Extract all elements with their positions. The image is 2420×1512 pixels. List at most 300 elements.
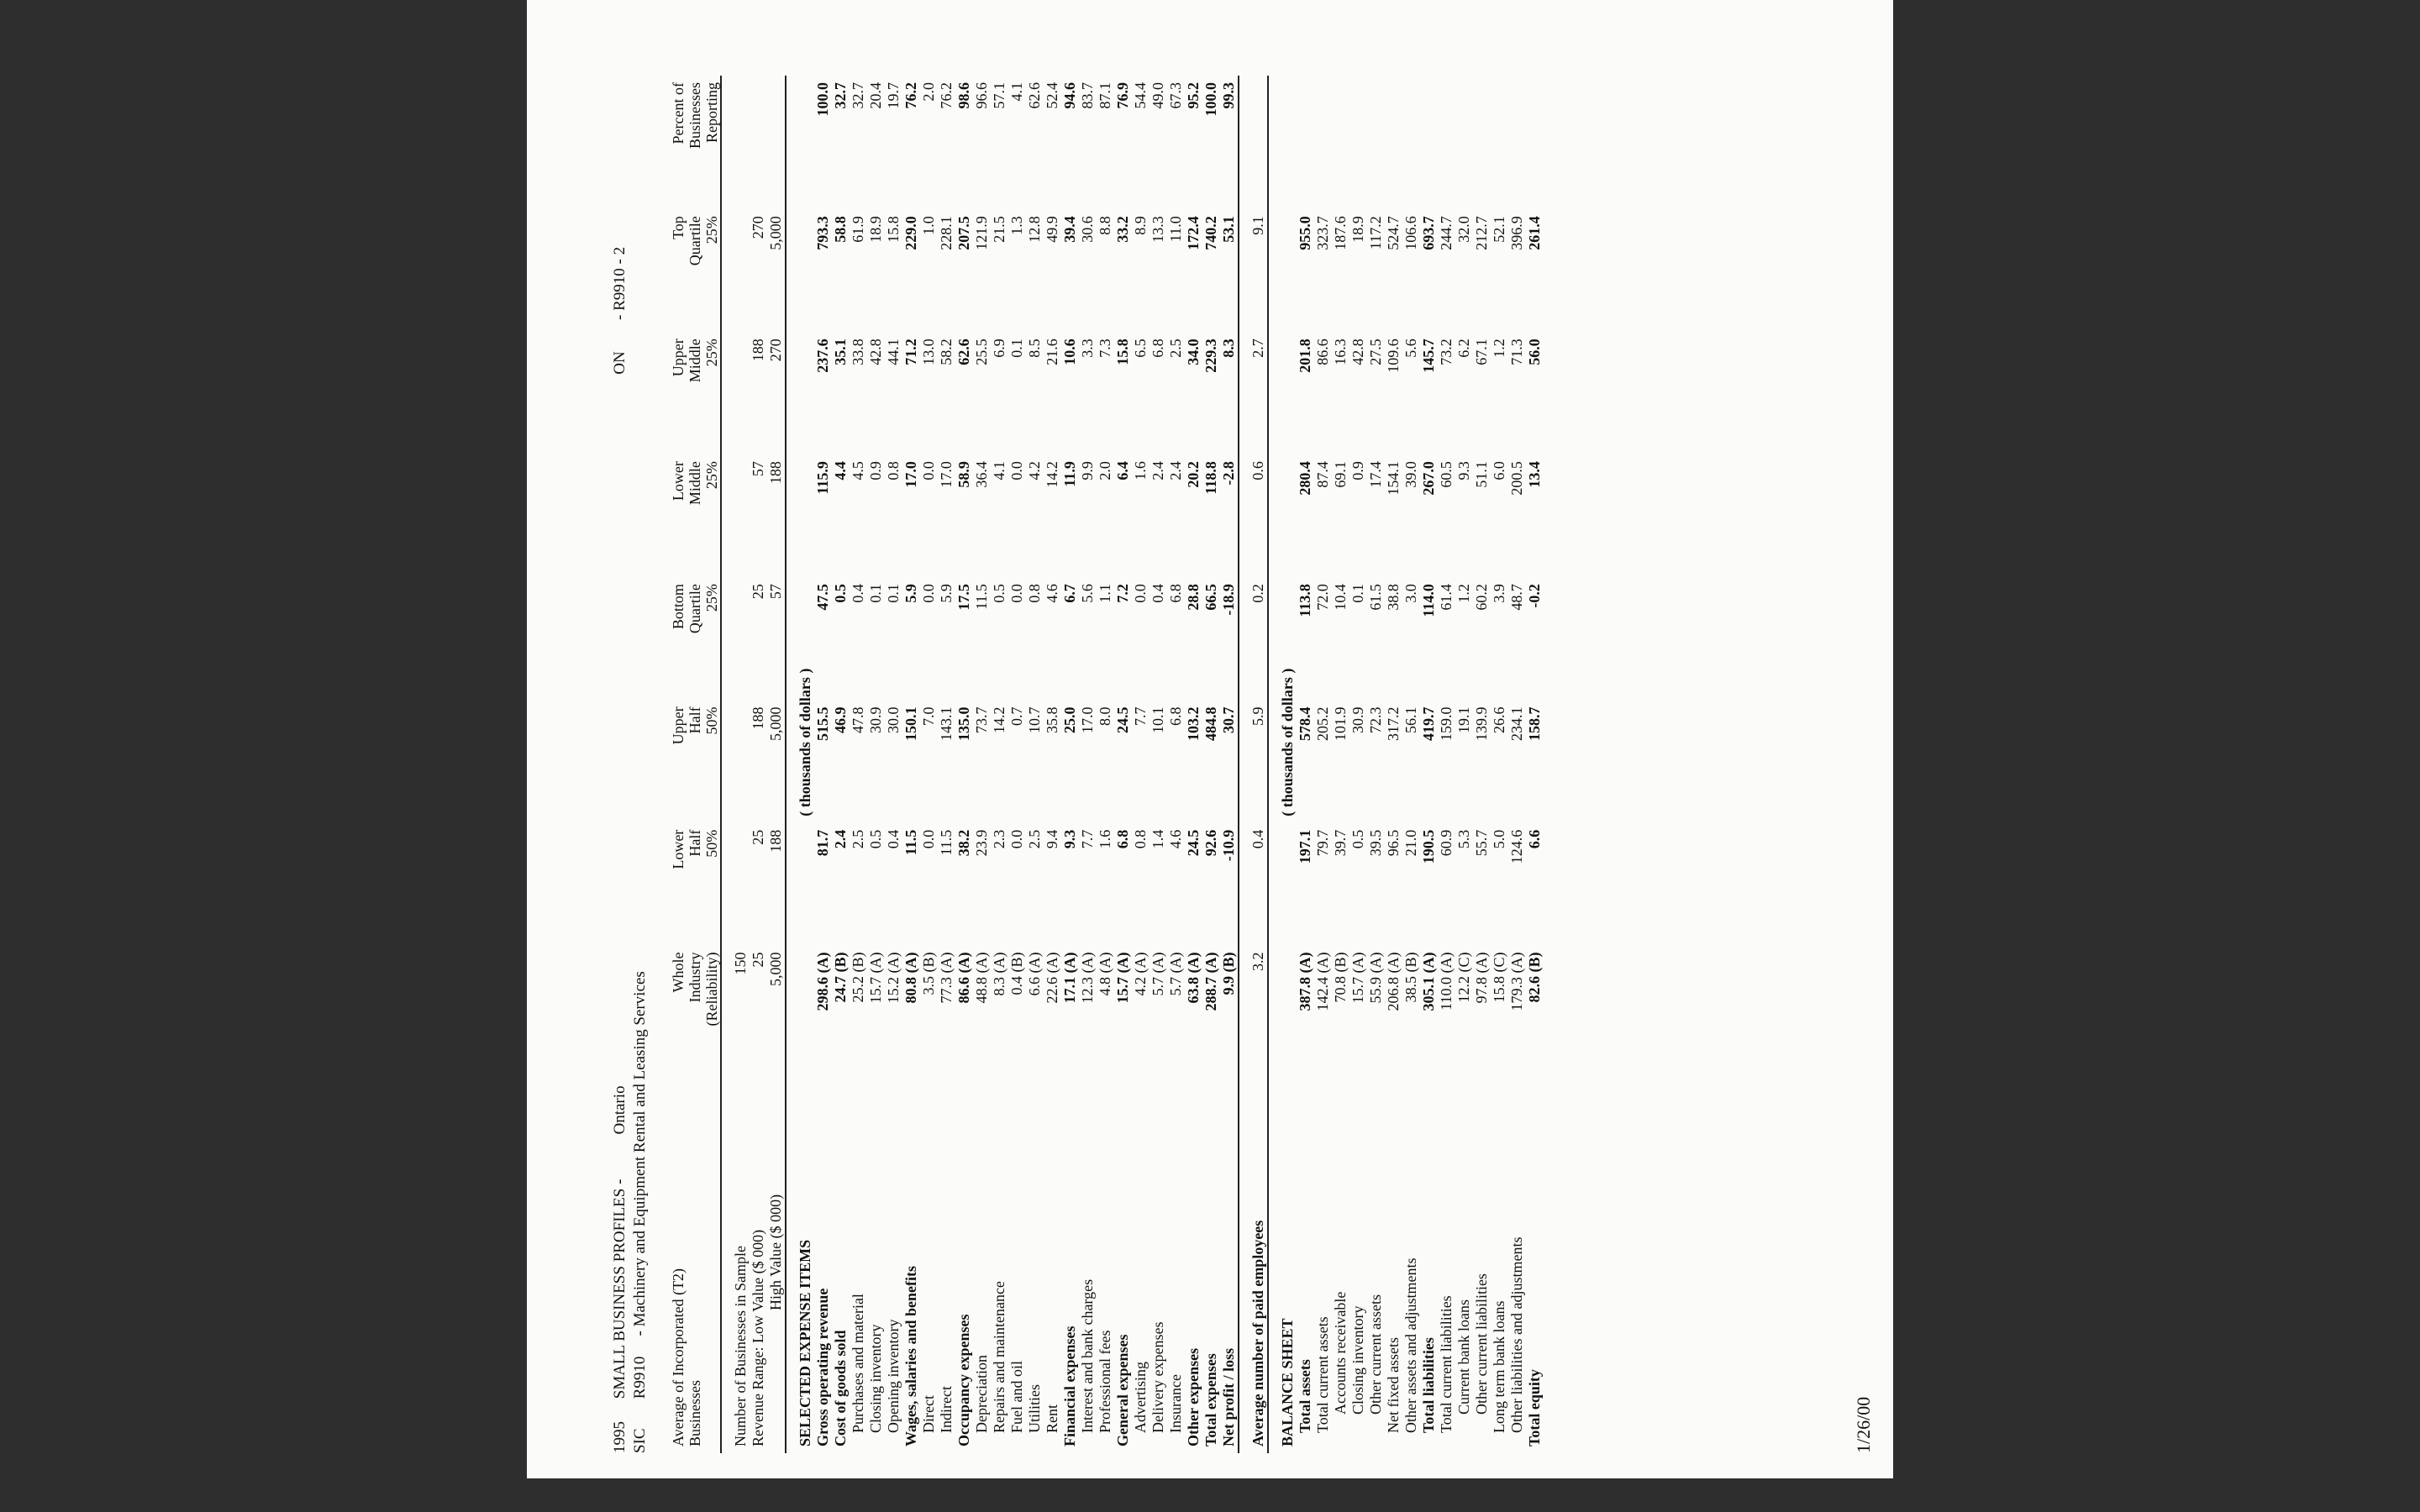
expense-row-value: 19.7 [885,82,902,109]
expense-row-value: 118.8 [1202,461,1219,495]
expense-row-value: 18.9 [867,216,884,243]
balance-row-value: 3.9 [1491,584,1507,603]
balance-row [1297,76,1314,1453]
expense-row-value: 2.4 [1150,461,1166,480]
expense-row-value: 7.0 [920,706,937,726]
expense-row-value: 58.2 [938,339,955,365]
expense-row-value: 4.5 [850,461,866,480]
expense-row-value: 11.9 [1061,461,1078,487]
balance-row-value: 71.3 [1508,339,1525,365]
expense-row-value: 12.3 (A) [1079,952,1096,1004]
balance-row-label: Net fixed assets [1385,1337,1402,1433]
balance-row-value: 261.4 [1526,216,1543,250]
high-value-row [767,76,786,1453]
expense-row-value: 9.9 [1079,461,1096,480]
balance-row-value [1526,76,1544,209]
balance-row [1491,76,1508,1453]
expense-row-value: 6.8 [1167,706,1184,726]
expense-row-value: 30.0 [885,706,902,733]
report-title: SMALL BUSINESS PROFILES - [611,1179,629,1399]
rotated-report [611,76,1888,1453]
sample-section [732,76,814,1453]
report-region: Ontario [611,1085,629,1135]
expense-row [1167,76,1185,1453]
balance-row-label: Total current assets [1314,1316,1331,1433]
expense-row-value: 740.2 [1202,216,1219,250]
balance-row-value: 6.2 [1455,339,1472,358]
balance-row-value: 693.7 [1420,216,1437,250]
expense-row-value: 62.6 [955,339,972,365]
balance-row-value: 154.1 [1385,461,1402,496]
expense-row-value: 39.4 [1061,216,1078,243]
balance-row [1526,76,1544,1453]
balance-row-label: Other assets and adjustments [1402,1257,1419,1433]
balance-row-value: 6.0 [1491,461,1507,480]
balance-row-label: Closing inventory [1349,1305,1366,1415]
expense-row-value: 0.0 [1008,461,1025,480]
expense-row-value: 1.4 [1150,829,1166,849]
employees-value: 9.1 [1249,216,1266,235]
expense-row [1044,76,1061,1453]
expense-row-value: 8.5 [1026,339,1043,358]
expense-row-value: 83.7 [1079,82,1096,109]
expense-row-value: 5.6 [1079,584,1096,603]
balance-row-label: Other current assets [1367,1294,1384,1415]
balance-row-value: 267.0 [1420,461,1437,496]
balance-row-value [1297,76,1314,209]
expense-row-value: 11.0 [1167,216,1184,243]
balance-row [1420,76,1438,1453]
balance-row-label: Other liabilities and adjustments [1508,1236,1525,1433]
report-code: - R9910 - 2 [611,246,629,320]
expense-row-value: 4.1 [991,461,1007,480]
column-header-row [670,76,721,1453]
expense-row-label: Advertising [1132,1362,1149,1433]
employees-label: Average number of paid employees [1249,1220,1266,1446]
high-value: 57 [767,584,784,600]
balance-row-value: 139.9 [1473,706,1490,741]
expense-row-value: 8.3 (A) [991,952,1007,996]
balance-row-value: -0.2 [1526,584,1543,608]
balance-row-value: 56.0 [1526,339,1543,365]
expense-row-value: 2.4 [832,829,849,849]
balance-row-value: 955.0 [1297,216,1313,250]
balance-row-value: 0.1 [1349,584,1366,603]
balance-row-label: Total current liabilities [1438,1295,1455,1433]
balance-row-value: 0.5 [1349,829,1366,849]
sample-count-value [732,454,750,577]
balance-row-value [1438,76,1455,209]
expense-row [1114,76,1132,1453]
balance-row-label: Total equity [1526,1369,1543,1446]
balance-row-value: 5.3 [1455,829,1472,849]
expense-row-label: Delivery expenses [1150,1321,1166,1433]
expense-row-value: 76.9 [1114,82,1131,109]
balance-row-label: Total assets [1297,1359,1313,1433]
expense-row-value: 32.7 [832,82,849,109]
expense-row-value: 0.0 [1008,829,1025,849]
balance-row-value: 110.0 (A) [1438,952,1455,1011]
expense-row-value: 17.0 [938,461,955,488]
expense-row-value: 150.1 [902,706,919,741]
profile-table [670,76,1544,1453]
employees-value: 3.2 [1249,952,1266,972]
balance-row-value: 419.7 [1420,706,1437,741]
expense-row [832,76,850,1453]
balance-row-value: 524.7 [1385,216,1402,250]
balance-row-value: 212.7 [1473,216,1490,250]
high-value: 5,000 [767,952,784,987]
expense-row-value: 0.1 [867,584,884,603]
expense-row-value: 67.3 [1167,82,1184,109]
expense-row-value: 20.2 [1185,461,1202,488]
balance-row-value [1455,76,1473,209]
high-value: 188 [767,461,784,485]
balance-row-value: 61.4 [1438,584,1455,611]
sample-count-value [732,332,750,454]
balance-row-label: Accounts receivable [1332,1291,1349,1415]
expense-row-value: 7.2 [1114,584,1131,603]
expense-row-value: 21.5 [991,216,1007,243]
expense-row-label: Rent [1044,1404,1060,1433]
balance-row-value: 15.7 (A) [1349,952,1366,1004]
balance-row [1473,76,1491,1453]
expense-row-label: Other expenses [1185,1347,1202,1446]
balance-row-value: 96.5 [1385,829,1402,857]
expense-row-value: 8.0 [1097,706,1113,726]
balance-units-label: ( thousands of dollars ) [1279,668,1296,816]
expense-row-value: 71.2 [902,339,919,365]
balance-section-header-row [1279,76,1297,1453]
expense-row [955,76,973,1453]
expense-row-label: Purchases and material [850,1294,866,1433]
balance-row-value [1332,76,1349,209]
expense-row-value: 80.8 (A) [902,952,919,1004]
expense-row-value: 6.8 [1114,829,1131,849]
sic-label: SIC [631,1428,649,1453]
expense-row-value: 10.7 [1026,706,1043,733]
low-value: 57 [750,461,766,477]
sample-count-value [732,577,750,700]
balance-row-value: 6.6 [1526,829,1543,849]
expense-row-value: 6.5 [1132,339,1149,358]
expense-row-value: 46.9 [832,706,849,733]
balance-items [1297,76,1544,1453]
expense-row-value: 2.5 [1026,829,1043,849]
expense-row-label: Depreciation [973,1355,990,1433]
lower-half-header: Lower Half 50% [670,829,720,869]
employees-row [1249,76,1268,1453]
report-header-line1 [611,247,629,1453]
expense-row-value: 58.9 [955,461,972,488]
expense-row-value: 8.8 [1097,216,1113,235]
balance-row-value: 158.7 [1526,706,1543,741]
high-value: 5,000 [767,216,784,250]
expense-row-value: 207.5 [955,216,972,250]
expense-row-value: 48.8 (A) [973,952,990,1004]
expense-row-value: 49.9 [1044,216,1060,243]
expense-row [991,76,1008,1453]
balance-row-value: 3.0 [1402,584,1419,603]
expense-row-value: 0.1 [885,584,902,603]
balance-row [1314,76,1332,1453]
balance-row-value: 51.1 [1473,461,1490,488]
expense-row-value: 14.2 [1044,461,1060,488]
balance-row-value: 578.4 [1297,706,1313,741]
expense-row-label: Occupancy expenses [955,1314,972,1446]
employees-value: 0.2 [1249,584,1266,603]
sic-code: R9910 [631,1356,649,1399]
balance-row-value: 142.4 (A) [1314,952,1331,1011]
expense-row-value: 229.0 [902,216,919,250]
report-header-line2 [631,971,649,1453]
expense-row-value: 0.4 [885,829,902,849]
expense-row-value: 229.3 [1202,339,1219,373]
balance-row-value: 200.5 [1508,461,1525,496]
expense-row-value: 3.3 [1079,339,1096,358]
expense-row-value: 2.5 [850,829,866,849]
balance-row-value: 387.8 (A) [1297,952,1313,1011]
low-value: 188 [750,706,766,730]
expense-row-value: 13.0 [920,339,937,365]
employees-value: 5.9 [1249,706,1266,726]
expense-row-value: 0.0 [920,461,937,480]
expense-row-value: 0.8 [885,461,902,480]
expense-row-value: 793.3 [814,216,831,250]
balance-row-value: 109.6 [1385,339,1402,373]
low-value: 25 [750,952,766,968]
balance-row-value: 52.1 [1491,216,1507,243]
balance-row-value: 114.0 [1420,584,1437,617]
expense-row [973,76,991,1453]
balance-row-value [1385,76,1402,209]
balance-row-value: 79.7 [1314,829,1331,857]
balance-row-value: 21.0 [1402,829,1419,857]
expense-row-value: 2.0 [1097,461,1113,480]
expense-row-value: 94.6 [1061,82,1078,109]
balance-row-value [1314,76,1332,209]
balance-row [1367,76,1385,1453]
expense-row-value: 6.6 (A) [1026,952,1043,996]
document-page [527,0,1893,1478]
expense-row-label: Wages, salaries and benefits [902,1265,919,1446]
low-value-row [750,76,767,1453]
expense-row-value: -10.9 [1220,829,1237,862]
expense-row-label: General expenses [1114,1334,1131,1446]
expense-items [814,76,1239,1453]
expense-row-value: 33.8 [850,339,866,365]
expense-row-value: 0.5 [991,584,1007,603]
balance-row-value: 5.6 [1402,339,1419,358]
expense-row-value: 12.8 [1026,216,1043,243]
balance-row-value: 145.7 [1420,339,1437,373]
sic-description: - Machinery and Equipment Rental and Leasing Services [631,971,649,1336]
balance-row-value: 305.1 (A) [1420,952,1437,1011]
footer-date: 1/26/00 [1853,1396,1874,1453]
expense-row-value: 0.4 [1150,584,1166,603]
balance-row-value: 30.9 [1349,706,1366,733]
balance-row-value: 56.1 [1402,706,1419,733]
balance-row-value: 67.1 [1473,339,1490,365]
expense-row-value: 42.8 [867,339,884,365]
expense-row-value: 135.0 [955,706,972,741]
expense-row-value: 30.9 [867,706,884,733]
expense-row-value: 237.6 [814,339,831,373]
balance-row-value [1473,76,1491,209]
expense-row-value: 10.1 [1150,706,1166,733]
employees-value: 2.7 [1249,339,1266,358]
expense-row-label: Insurance [1167,1374,1184,1433]
expense-row-value: 35.8 [1044,706,1060,733]
upper-half-header: Upper Half 50% [670,706,720,745]
expense-row-value: 9.3 [1061,829,1078,849]
balance-row-value: 16.3 [1332,339,1349,365]
employees-value: 0.4 [1249,829,1266,849]
bottom-quartile-header: Bottom Quartile 25% [670,584,720,634]
expense-row [1185,76,1202,1453]
balance-row-value: 9.3 [1455,461,1472,480]
expense-row-value: 62.6 [1026,82,1043,109]
expense-row-value: 28.8 [1185,584,1202,611]
balance-row-value [1420,76,1438,209]
expense-row-label: Total expenses [1202,1353,1219,1446]
expense-row-value: 17.0 [1079,706,1096,733]
balance-row-value: 396.9 [1508,216,1525,250]
balance-row-label: Other current liabilities [1473,1273,1490,1415]
balance-row-value: 86.6 [1314,339,1331,365]
balance-row-value [1491,76,1508,209]
expense-row [920,76,938,1453]
expense-row-value: 0.0 [1132,584,1149,603]
expense-row-value: 25.0 [1061,706,1078,733]
expense-row-value: -2.8 [1220,461,1237,486]
balance-row [1455,76,1473,1453]
expense-row-value: 66.5 [1202,584,1219,611]
balance-row-value: 101.9 [1332,706,1349,741]
balance-row [1349,76,1367,1453]
expense-row-value: 6.9 [991,339,1007,358]
expense-row-value: 58.8 [832,216,849,243]
expense-section-title: SELECTED EXPENSE ITEMS [797,1239,813,1446]
balance-row-value: 13.4 [1526,461,1543,488]
low-value: 25 [750,829,766,845]
expense-row-value: 0.8 [1132,829,1149,849]
expense-row-value: 515.5 [814,706,831,741]
expense-row-value: 115.9 [814,461,831,495]
high-value-label: High Value ($ 000) [767,1194,784,1310]
balance-row-value: 117.2 [1367,216,1384,250]
balance-row-value: 55.9 (A) [1367,952,1384,1004]
expense-row-value: 24.7 (B) [832,952,849,1003]
expense-row-value: 2.0 [920,82,937,102]
expense-row-value: 49.0 [1150,82,1166,109]
balance-row-label: Current bank loans [1455,1299,1472,1415]
expense-row-value: 0.1 [1008,339,1025,358]
balance-row-value: 179.3 (A) [1508,952,1525,1011]
expense-row-value: 30.6 [1079,216,1096,243]
expense-row-value: 1.0 [920,216,937,235]
expense-row-value: 52.4 [1044,82,1060,109]
employee-section [1239,76,1297,1453]
expense-row-value: 25.5 [973,339,990,365]
balance-row-value: 17.4 [1367,461,1384,488]
percent-reporting-header: Percent of Businesses Reporting [670,82,720,150]
expense-row-value: 1.6 [1097,829,1113,849]
balance-row-value: 32.0 [1455,216,1472,243]
balance-row-value: 190.5 [1420,829,1437,864]
report-year: 1995 [611,1421,629,1453]
balance-row-value [1349,76,1367,209]
high-value: 270 [767,339,784,362]
expense-row-value: 3.5 (B) [920,952,937,995]
balance-row-value: 317.2 [1385,706,1402,741]
balance-row-value: 26.6 [1491,706,1507,733]
expense-row-value: 143.1 [938,706,955,741]
expense-row-value: 6.8 [1167,584,1184,603]
balance-row-value: 5.0 [1491,829,1507,849]
balance-row-value: 19.1 [1455,706,1472,733]
expense-row-label: Repairs and maintenance [991,1281,1007,1433]
balance-row-label: Long term bank loans [1491,1300,1507,1433]
expense-row-value: 288.7 (A) [1202,952,1219,1011]
expense-row [867,76,885,1453]
expense-row-value: 47.8 [850,706,866,733]
balance-row-value: 39.0 [1402,461,1419,488]
balance-row-value: 12.2 (C) [1455,952,1472,1003]
expense-row-value: 0.0 [920,584,937,603]
expense-row-value: 1.1 [1097,584,1113,603]
balance-row-value: 124.6 [1508,829,1525,864]
balance-row-value: 82.6 (B) [1526,952,1543,1003]
expense-row-value: 15.8 [885,216,902,243]
balance-row-value: 55.7 [1473,829,1490,857]
expense-row-value: 24.5 [1185,829,1202,857]
expense-row-label: Utilities [1026,1384,1043,1433]
expense-row-value: 99.3 [1220,82,1237,109]
expense-row-value: 81.7 [814,829,831,857]
expense-row-value: 15.2 (A) [885,952,902,1004]
expense-row [1202,76,1220,1453]
balance-row [1385,76,1402,1453]
balance-row-value: 280.4 [1297,461,1313,496]
expense-row-label: Direct [920,1395,937,1433]
label-column-header: Average of Incorporated (T2) Businesses [670,1268,703,1446]
expense-row-label: Gross operating revenue [814,1288,831,1446]
expense-row-value: 22.6 (A) [1044,952,1060,1004]
expense-row-value: 53.1 [1220,216,1237,243]
expense-row-value: 1.6 [1132,461,1149,480]
expense-row-value: 63.8 (A) [1185,952,1202,1004]
expense-row-value: 17.5 [955,584,972,611]
expense-row-value: 100.0 [1202,82,1219,117]
balance-row-value: 72.3 [1367,706,1384,733]
balance-row-value: 1.2 [1491,339,1507,358]
expense-row-value: 92.6 [1202,829,1219,857]
expense-row-value: 17.0 [902,461,919,488]
expense-row-value: 77.3 (A) [938,952,955,1004]
expense-row-value: 4.6 [1044,584,1060,603]
balance-row-value: 206.8 (A) [1385,952,1402,1011]
expense-row-value: 54.4 [1132,82,1149,109]
expense-row-value: 76.2 [902,82,919,109]
expense-row-value: 5.7 (A) [1150,952,1166,996]
sample-count-value [732,209,750,332]
balance-row-value: 38.8 [1385,584,1402,611]
balance-row-value: 18.9 [1349,216,1366,243]
balance-row-value: 15.8 (C) [1491,952,1507,1003]
expense-row-value: 36.4 [973,461,990,488]
expense-row-value: 20.4 [867,82,884,109]
